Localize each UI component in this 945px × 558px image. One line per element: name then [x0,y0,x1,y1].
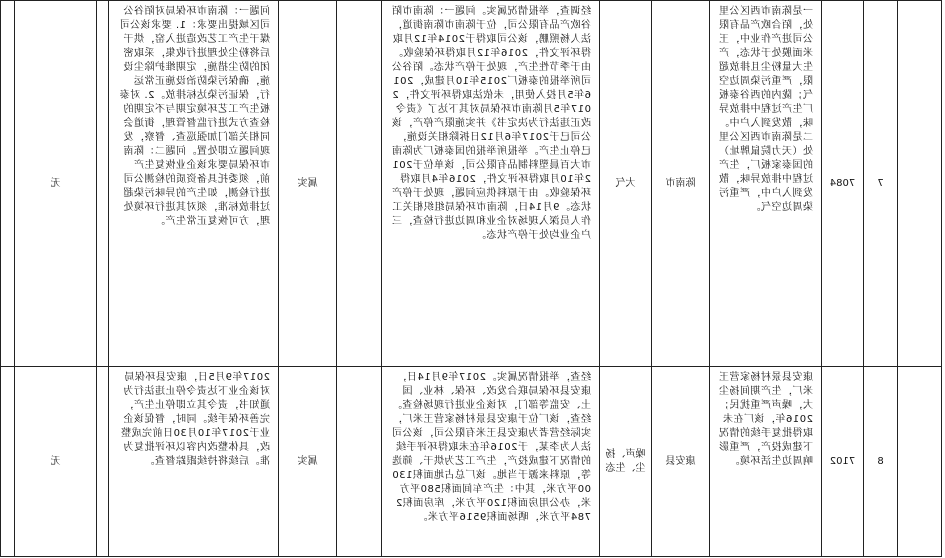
cell-id: 7102 [822,367,864,557]
cell-spacer [337,1,382,367]
cell-no: 7 [864,1,898,367]
cell-accountable: 无 [15,367,97,557]
cell-no: 8 [864,367,898,557]
table-row [1,367,942,557]
cell-spacer [97,1,109,367]
cell-spacer-right [898,1,942,367]
cell-verified: 属实 [279,1,337,367]
cell-findings: 经调查，举报情况属实。问题一：陈南市陌谷欧产品有限公司，位于陈南市陈南街道，法人杨照鹏，该公司取得于2014年12月取得环评文件，2016年12月取得环保验收。由于季节性生产，现处于停产状态。陌谷公司所举报的泰板厂2015年10月建成，2016年5月投入使用，未依法取得环评文件，2017年5月陈南市环保局对其下达了《责令改正违法行为决定书》并实施限产停产，该公司已于2017年6月12日拆除相关设施，已停止生产。举报所举报的国泰板厂为陈南市大百晨塑料制品有限公司，该单位于2012年10月取得环评文件，2016年4月取得环保验收。由于原料供应问题，现处于停产状态。9月14日，陈南市环保局组织相关工作人员深入现场对企业和周边进行检查，三户企业均处于停产状态。 [382,1,600,367]
cell-verified: 属实 [279,367,337,557]
cell-type: 大气 [600,1,652,367]
cell-spacer-left [1,1,15,367]
cell-district: 康安县 [652,367,710,557]
table-row [1,1,942,367]
cell-findings: 经查，举报情况属实。2017年9月14日，康安县环保局联合发改、环保、林业、国土、安监等部门，对该企业进行现场检查。经查，该厂位于康安县景村杨家营王米厂，实际经营者为康安县王米有限公司，该公司法人为李某，于2016年在未取得环评手续的情况下建成投产，生产工艺为烘干、筛选等，原料来源于当地。该厂总占地面积13000平方米，其中：生产车间面积580平方米，办公用房面积120平方米，库房面积2784平方米，晒场面积9516平方米。 [382,367,600,557]
cell-spacer-right [898,367,942,557]
cell-spacer [97,367,109,557]
cell-reported: 康安县景村杨家营王米厂，生产期间扬尘大，噪声严重扰民；2016年，该厂在未取得批复手续的情况下建成投产，严重影响周边生活环境。 [710,367,822,557]
cell-measures: 2017年9月5日，康安县环保局对该企业下达责令停止违法行为通知书，责令其立即停止生产，完善环保手续。同时，督促该企业于2017年10月30日前完成整改，具体整改内容以环评批复为准。后续将持续跟踪督查。 [109,367,279,557]
cell-type: 噪声、扬尘、生态 [600,367,652,557]
cell-spacer [337,367,382,557]
cell-spacer-left [1,367,15,557]
cell-reported: 一是陈南市西区公里处，陌合欧产品有限公司进产作业中，王米面膜处于状态，产生大量粉尘且排放超限，严重污染周边空气；陇内的西谷泰板厂生产过程中排放异味，散发到入户中。二是陈南市西区公里处（天力院鼠牌址）的国泰家板厂，生产过程中排放异味，散发到入户中，严重污染周边空气。 [710,1,822,367]
cell-measures: 问题一：陈南市环保局对陌谷公司区域提出要求：1. 要求该公司煤干生产工艺改造进入窑，烘干后将粉尘处理进行收集，采取密闭的防尘措施，定期维护除尘设施，确保污染防治设施正常运行，保证污染达标排放。2. 对泰板生产工艺环境定期与不定期的检查方式进行监督管理，街道会同相关部门加强巡查、督察，发现问题立即处置。问题二：陈南市环保局要求该企业恢复生产前，须委托具备资质的检测公司进行检测，如生产的异味污染超过排放标准，须对其进行环境处理，方可恢复正常生产。 [109,1,279,367]
cell-district: 陈南市 [652,1,710,367]
cell-accountable: 无 [15,1,97,367]
cell-id: 7084 [822,1,864,367]
